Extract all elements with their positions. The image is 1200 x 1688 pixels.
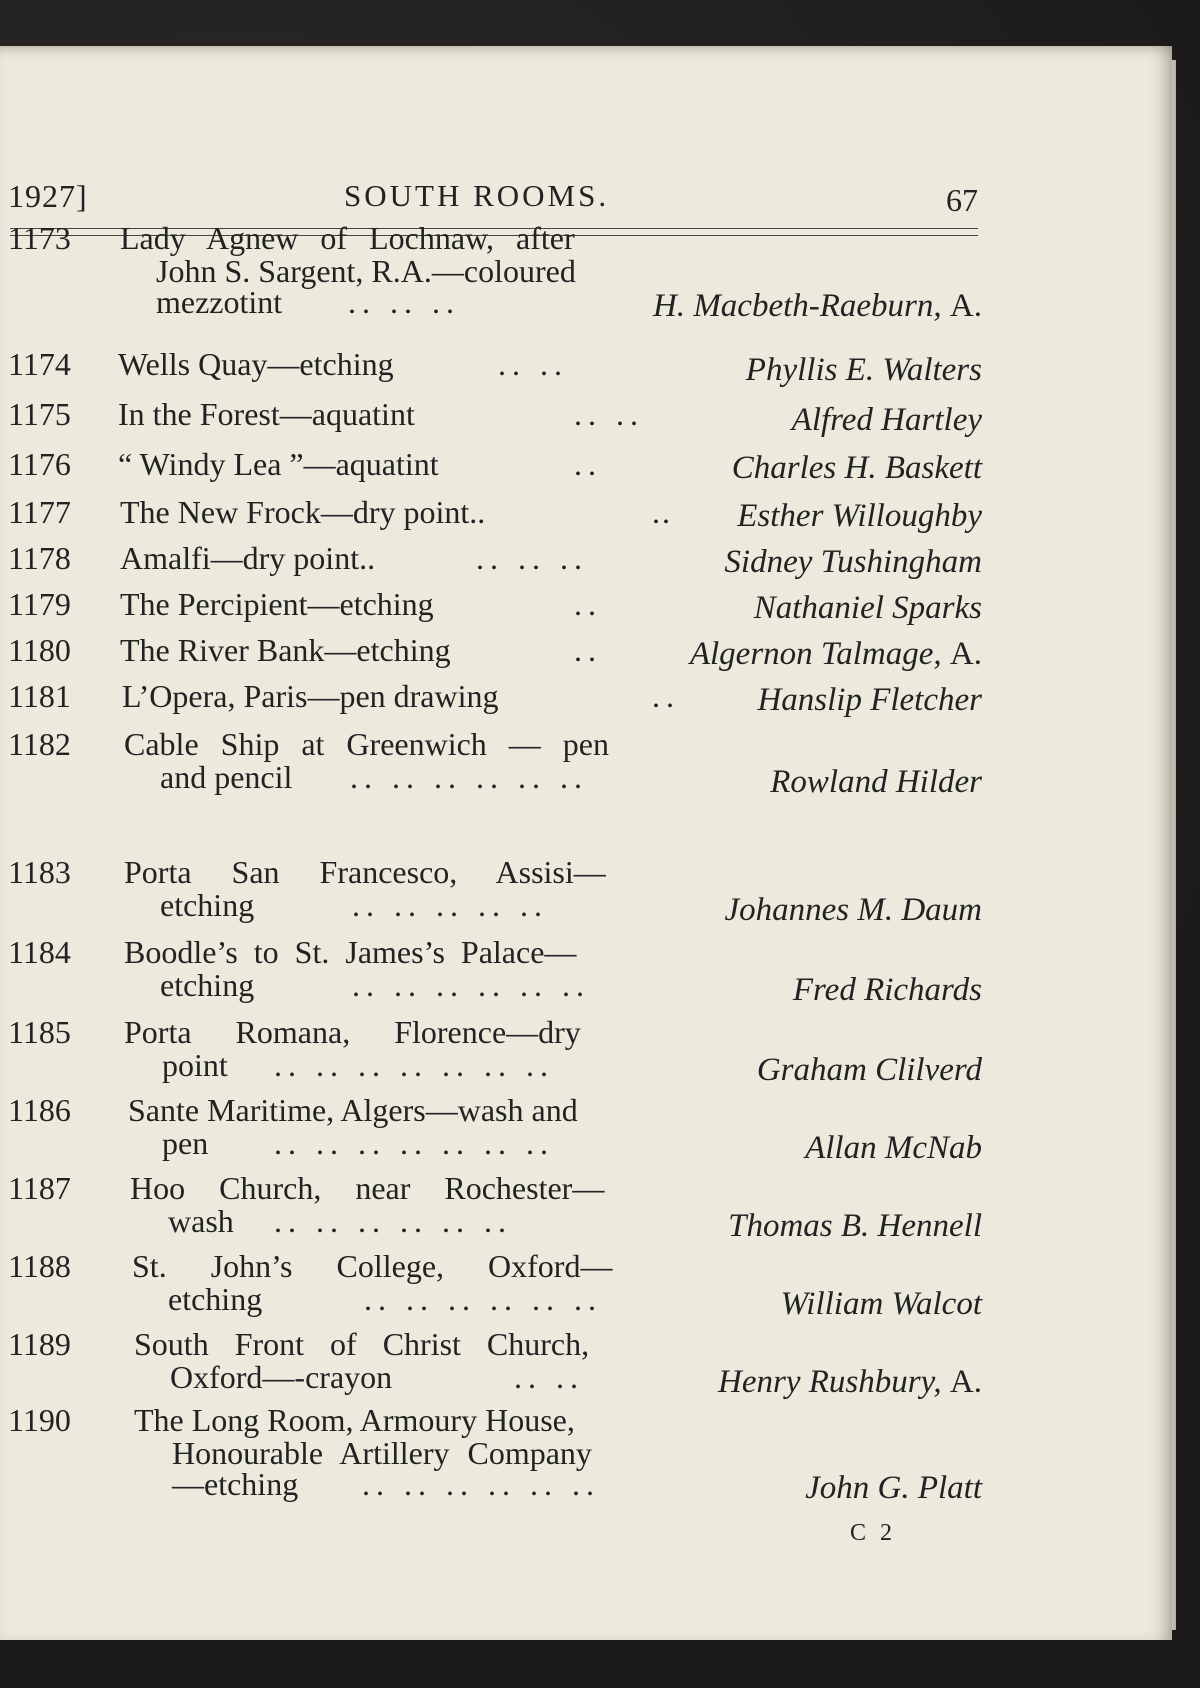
artist-name [737, 500, 982, 533]
artist-name [781, 1288, 982, 1321]
artist-rank: A. [949, 288, 982, 324]
artist-name [805, 1472, 982, 1505]
entry-title-line: South Front of Christ Church, [134, 1326, 590, 1362]
entry-title-line: Hoo Church, near Rochester— [130, 1170, 605, 1206]
header-title: SOUTH ROOMS. [344, 178, 610, 213]
entry-title-line: L’Opera, Paris—pen drawing [122, 678, 499, 714]
entry-number: 1177 [8, 494, 71, 530]
entry-title-line: Boodle’s to St. James’s Palace— [124, 934, 577, 970]
artist-name [746, 354, 982, 387]
artist-name-text: Phyllis E. Walters [745, 352, 982, 388]
artist-name [653, 290, 982, 323]
entry-title-line: and pencil [160, 759, 293, 795]
entry-number: 1184 [8, 934, 71, 970]
leader-dots: .. [574, 632, 602, 668]
artist-name-text: Charles H. Baskett [731, 450, 982, 486]
artist-name-text: Sidney Tushingham [724, 544, 982, 580]
artist-name-text: Esther Willoughby [737, 498, 982, 534]
entry-title-line: Porta Romana, Florence—dry [124, 1014, 581, 1050]
artist-name-text: Allan McNab [805, 1130, 982, 1166]
artist-name [792, 404, 982, 437]
entry-number: 1182 [8, 726, 71, 762]
artist-name [805, 1132, 982, 1165]
artist-name [757, 684, 982, 717]
artist-rank: A. [949, 636, 982, 672]
artist-name-text: Hanslip Fletcher [757, 682, 982, 718]
entry-title-line: Sante Maritime, Algers—wash and [128, 1092, 578, 1128]
leader-dots: .. .. .. .. .. .. [364, 1281, 602, 1317]
artist-name-text: Johannes M. Daum [724, 892, 982, 928]
entry-title-line: The Long Room, Armoury House, [134, 1402, 575, 1438]
entry-title-line: etching [168, 1281, 263, 1317]
signature-mark: C 2 [850, 1520, 897, 1546]
entry-title-line: John S. Sargent, R.A.—coloured [156, 253, 576, 289]
artist-name-text: Nathaniel Sparks [753, 590, 982, 626]
entry-title-line: etching [160, 887, 255, 923]
artist-name [754, 592, 982, 625]
entry-title-line: Oxford—-crayon [170, 1359, 393, 1395]
leader-dots: .. .. .. .. .. .. .. [274, 1047, 554, 1083]
page-header [0, 138, 980, 218]
entry-title-line: The River Bank—etching [120, 632, 451, 668]
artist-rank: A. [949, 1364, 982, 1400]
entry-number: 1190 [8, 1402, 71, 1438]
entry-number: 1183 [8, 854, 71, 890]
entry-number: 1180 [8, 632, 71, 668]
artist-name [770, 766, 982, 799]
header-year: 1927] [8, 178, 88, 214]
artist-name [718, 1366, 982, 1399]
artist-name-text: Henry Rushbury, [718, 1364, 942, 1400]
entry-title-line: Honourable Artillery Company [172, 1435, 592, 1471]
entry-number: 1174 [8, 346, 71, 382]
leader-dots: .. [574, 586, 602, 622]
leader-dots: .. .. .. [348, 284, 460, 320]
entry-title-line: Porta San Francesco, Assisi— [124, 854, 606, 890]
artist-name [724, 546, 982, 579]
leader-dots: .. .. .. .. .. .. [352, 967, 590, 1003]
leader-dots: .. .. .. .. .. [352, 887, 548, 923]
artist-name [724, 894, 982, 927]
artist-name-text: Fred Richards [792, 972, 982, 1008]
artist-name-text: Thomas B. Hennell [728, 1208, 982, 1244]
entry-number: 1175 [8, 396, 71, 432]
entry-title-line: Cable Ship at Greenwich — pen [124, 726, 609, 762]
entry-number: 1187 [8, 1170, 71, 1206]
entry-number: 1188 [8, 1248, 71, 1284]
entry-title-line: pen [162, 1125, 209, 1161]
entry-number: 1173 [8, 220, 71, 256]
leader-dots: .. [652, 494, 672, 530]
leader-dots: .. .. .. [476, 540, 588, 576]
artist-name-text: Rowland Hilder [770, 764, 982, 800]
entry-number: 1181 [8, 678, 71, 714]
catalogue-page [0, 46, 1172, 1640]
artist-name [728, 1210, 982, 1243]
entry-number: 1189 [8, 1326, 71, 1362]
artist-name-text: Alfred Hartley [791, 402, 982, 438]
artist-name-text: John G. Platt [805, 1470, 982, 1506]
page-number: 67 [946, 182, 978, 218]
entry-title-line: wash [168, 1203, 234, 1239]
leader-dots: .. .. .. .. .. .. [350, 759, 588, 795]
entry-number: 1186 [8, 1092, 71, 1128]
entry-number: 1178 [8, 540, 71, 576]
leader-dots: .. .. .. .. .. .. [362, 1466, 600, 1502]
leader-dots: .. [652, 678, 680, 714]
entry-number: 1176 [8, 446, 71, 482]
leader-dots: .. .. [514, 1359, 584, 1395]
leader-dots: .. .. [574, 396, 644, 432]
entry-title-line: —etching [172, 1466, 299, 1502]
entry-title-line: The Percipient—etching [120, 586, 434, 622]
entry-number: 1185 [8, 1014, 71, 1050]
leader-dots: .. .. .. .. .. .. .. [274, 1125, 554, 1161]
artist-name-text: Graham Clilverd [756, 1052, 982, 1088]
entry-title-line: Lady Agnew of Lochnaw, after [120, 220, 575, 256]
entry-title-line: In the Forest—aquatint [118, 396, 415, 432]
artist-name [793, 974, 982, 1007]
entry-title-line: “ Windy Lea ”—aquatint [118, 446, 439, 482]
entry-title-line: Wells Quay—etching [118, 346, 394, 382]
entry-title-line: Amalfi—dry point.. [120, 540, 376, 576]
leader-dots: .. [574, 446, 602, 482]
artist-name [690, 638, 982, 671]
leader-dots: .. .. .. .. .. .. [274, 1203, 512, 1239]
artist-name [757, 1054, 982, 1087]
entry-number: 1179 [8, 586, 71, 622]
entry-title-line: St. John’s College, Oxford— [132, 1248, 613, 1284]
entry-title-line: point [162, 1047, 228, 1083]
leader-dots: .. .. [498, 346, 568, 382]
artist-name-text: Algernon Talmage, [689, 636, 942, 672]
entry-title-line: etching [160, 967, 255, 1003]
entry-title-line: The New Frock—dry point.. [120, 494, 486, 530]
artist-name [732, 452, 982, 485]
artist-name-text: William Walcot [780, 1286, 982, 1322]
entry-title-line: mezzotint [156, 284, 283, 320]
artist-name-text: H. Macbeth-Raeburn, [652, 288, 942, 324]
